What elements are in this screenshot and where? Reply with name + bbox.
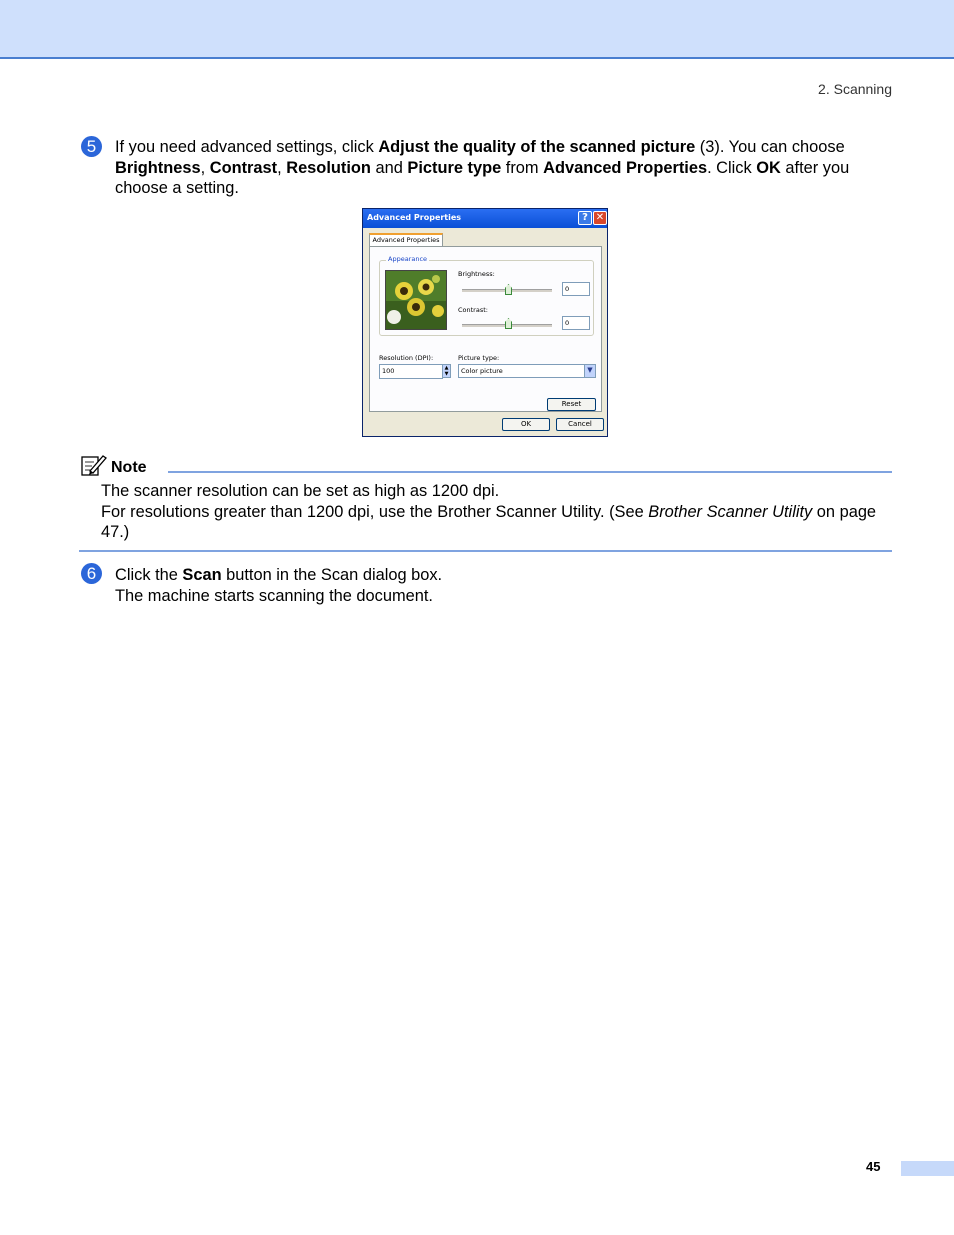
picture-type-label: Picture type:	[458, 354, 500, 362]
picture-type-value: Color picture	[461, 367, 503, 375]
tab-panel	[369, 246, 602, 412]
step-6-badge: 6	[81, 563, 102, 584]
resolution-label: Resolution (DPI):	[379, 354, 434, 362]
brightness-label: Brightness:	[458, 270, 495, 278]
tab-advanced-properties[interactable]: Advanced Properties	[369, 233, 443, 247]
close-button[interactable]: ✕	[593, 211, 607, 225]
ok-button[interactable]: OK	[502, 418, 550, 431]
dialog-titlebar	[363, 209, 607, 228]
header-band	[0, 0, 954, 59]
page-number-tab	[901, 1161, 954, 1176]
note-line-1: The scanner resolution can be set as high as 1200 dpi.	[101, 482, 500, 500]
appearance-group-label: Appearance	[388, 255, 428, 263]
dialog-title: Advanced Properties	[367, 213, 462, 222]
brightness-slider-thumb[interactable]	[505, 284, 512, 295]
help-button[interactable]: ?	[578, 211, 592, 225]
note-rule-top	[168, 471, 892, 473]
note-line-2: For resolutions greater than 1200 dpi, use the Brother Scanner Utility. (See Brother Scanner Utility on page 47.)	[101, 502, 877, 541]
contrast-slider-thumb[interactable]	[505, 318, 512, 329]
contrast-input[interactable]: 0	[562, 316, 590, 330]
note-rule-bottom	[79, 550, 892, 552]
step-6-text: Click the Scan button in the Scan dialog box. The machine starts scanning the document.	[115, 566, 443, 605]
contrast-label: Contrast:	[458, 306, 488, 314]
cancel-button[interactable]: Cancel	[556, 418, 604, 431]
note-body	[101, 481, 887, 543]
appearance-group	[379, 255, 594, 336]
page-number: 45	[866, 1159, 881, 1174]
resolution-input[interactable]: 100	[379, 364, 443, 379]
brightness-input[interactable]: 0	[562, 282, 590, 296]
picture-type-select[interactable]	[458, 364, 596, 378]
step-5-text: If you need advanced settings, click Adjust the quality of the scanned picture (3). You can choose Brightness, Contrast, Resolution and Picture type from Advanced Properties. Click OK after you choose a setting.	[115, 138, 850, 197]
advanced-properties-dialog	[362, 208, 608, 437]
note-icon	[80, 453, 108, 482]
reset-button[interactable]: Reset	[547, 398, 596, 411]
running-head: 2. Scanning	[818, 81, 892, 97]
resolution-spinner[interactable]: ▲ ▼	[442, 364, 451, 378]
chevron-down-icon[interactable]: ▼	[584, 365, 595, 377]
note-label: Note	[111, 459, 147, 476]
preview-image	[385, 270, 447, 330]
step-5-badge: 5	[81, 136, 102, 157]
